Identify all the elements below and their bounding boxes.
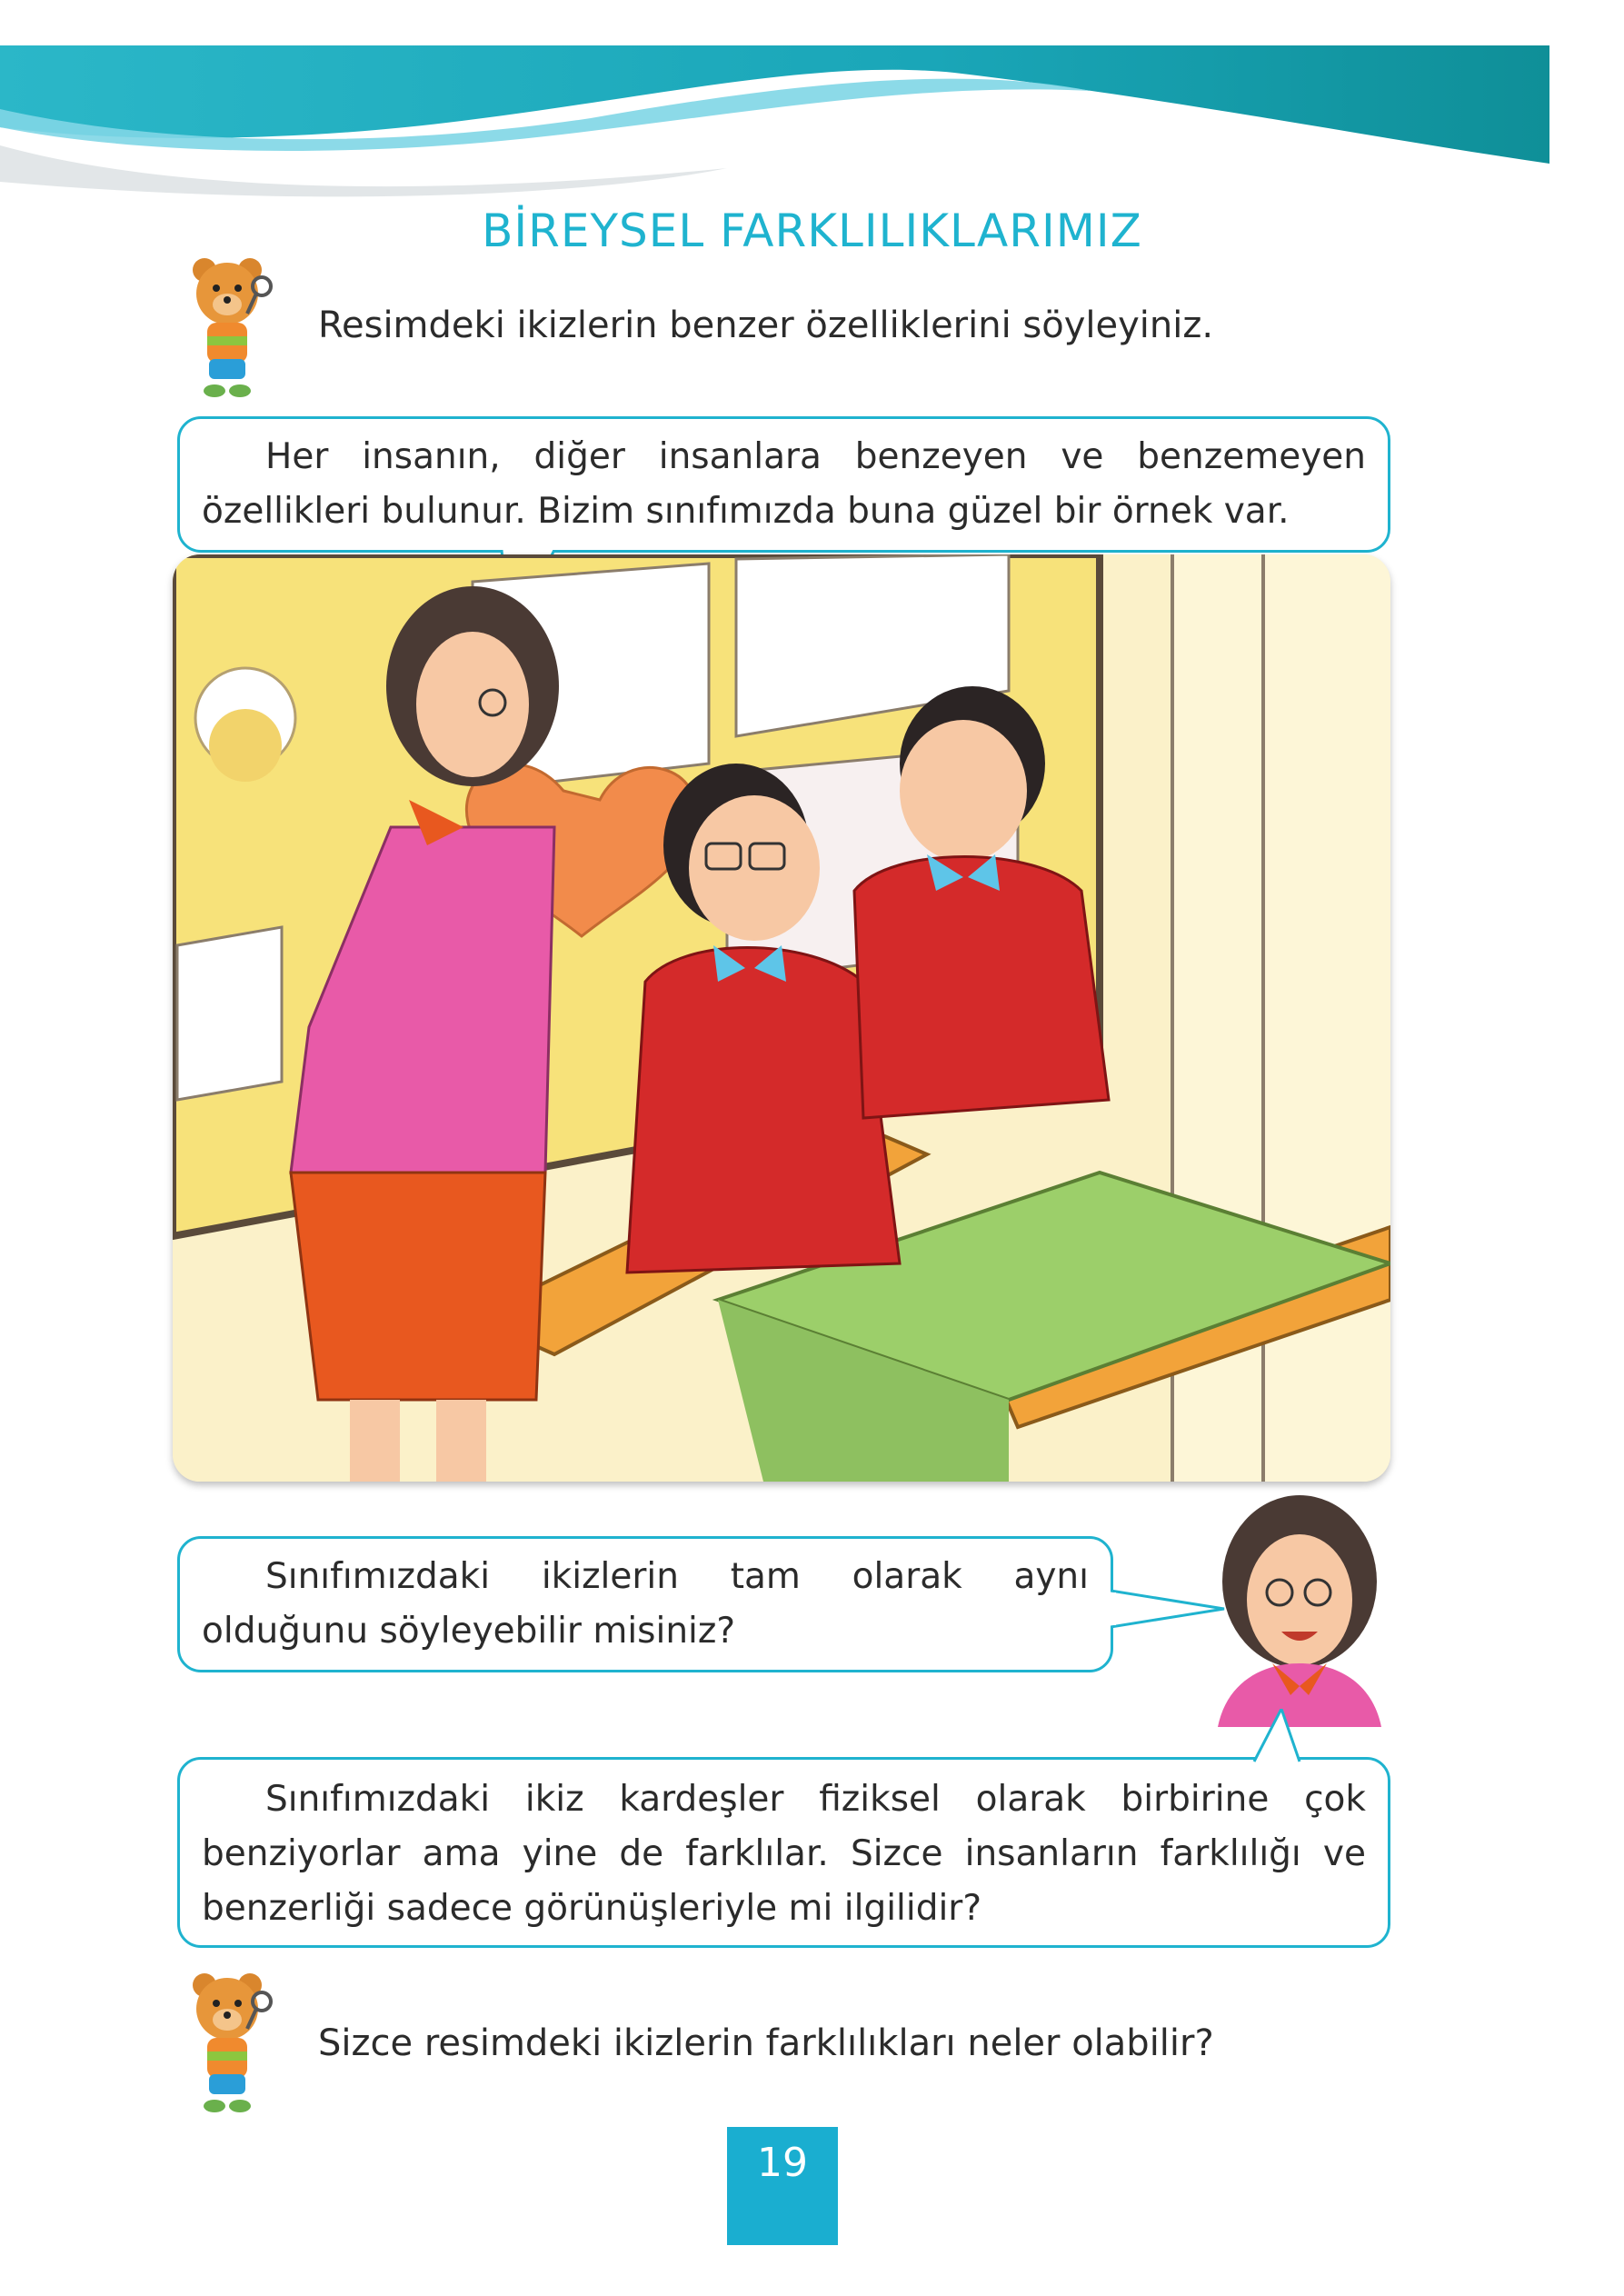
question-speech-bubble <box>177 1536 1113 1672</box>
intro-prompt: Resimdeki ikizlerin benzer özelliklerini söyleyiniz. <box>318 304 1214 346</box>
teacher-portrait <box>1209 1491 1390 1727</box>
teacher-intro-text: Her insanın, diğer insanlara benzeyen ve benzemeyen özellikleri bulunur. Bizim sınıfımızda buna güzel bir örnek var. <box>202 436 1366 532</box>
classroom-scene-art <box>173 554 1390 1482</box>
explanation-speech-bubble <box>177 1757 1390 1948</box>
page-number: 19 <box>727 2127 838 2245</box>
explanation-text: Sınıfımızdaki ikiz kardeşler fiziksel olarak birbirine çok benziyorlar ama yine de farklılar. Sizce insanların farklılığı ve benzerliği sadece görünüşleriyle mi ilgilidir? <box>202 1779 1366 1929</box>
explanation-bubble-tail <box>1245 1709 1318 1763</box>
bear-detective-icon <box>173 1965 282 2120</box>
header-wave-banner <box>0 0 1624 227</box>
classroom-illustration <box>173 554 1390 1482</box>
outro-prompt: Sizce resimdeki ikizlerin farklılıkları neler olabilir? <box>318 2022 1214 2064</box>
page-title: BİREYSEL FARKLILIKLARIMIZ <box>482 205 1142 257</box>
bear-detective-icon <box>173 250 282 404</box>
question-text: Sınıfımızdaki ikizlerin tam olarak aynı olduğunu söyleyebilir misiniz? <box>202 1556 1089 1652</box>
teacher-speech-bubble <box>177 416 1390 553</box>
